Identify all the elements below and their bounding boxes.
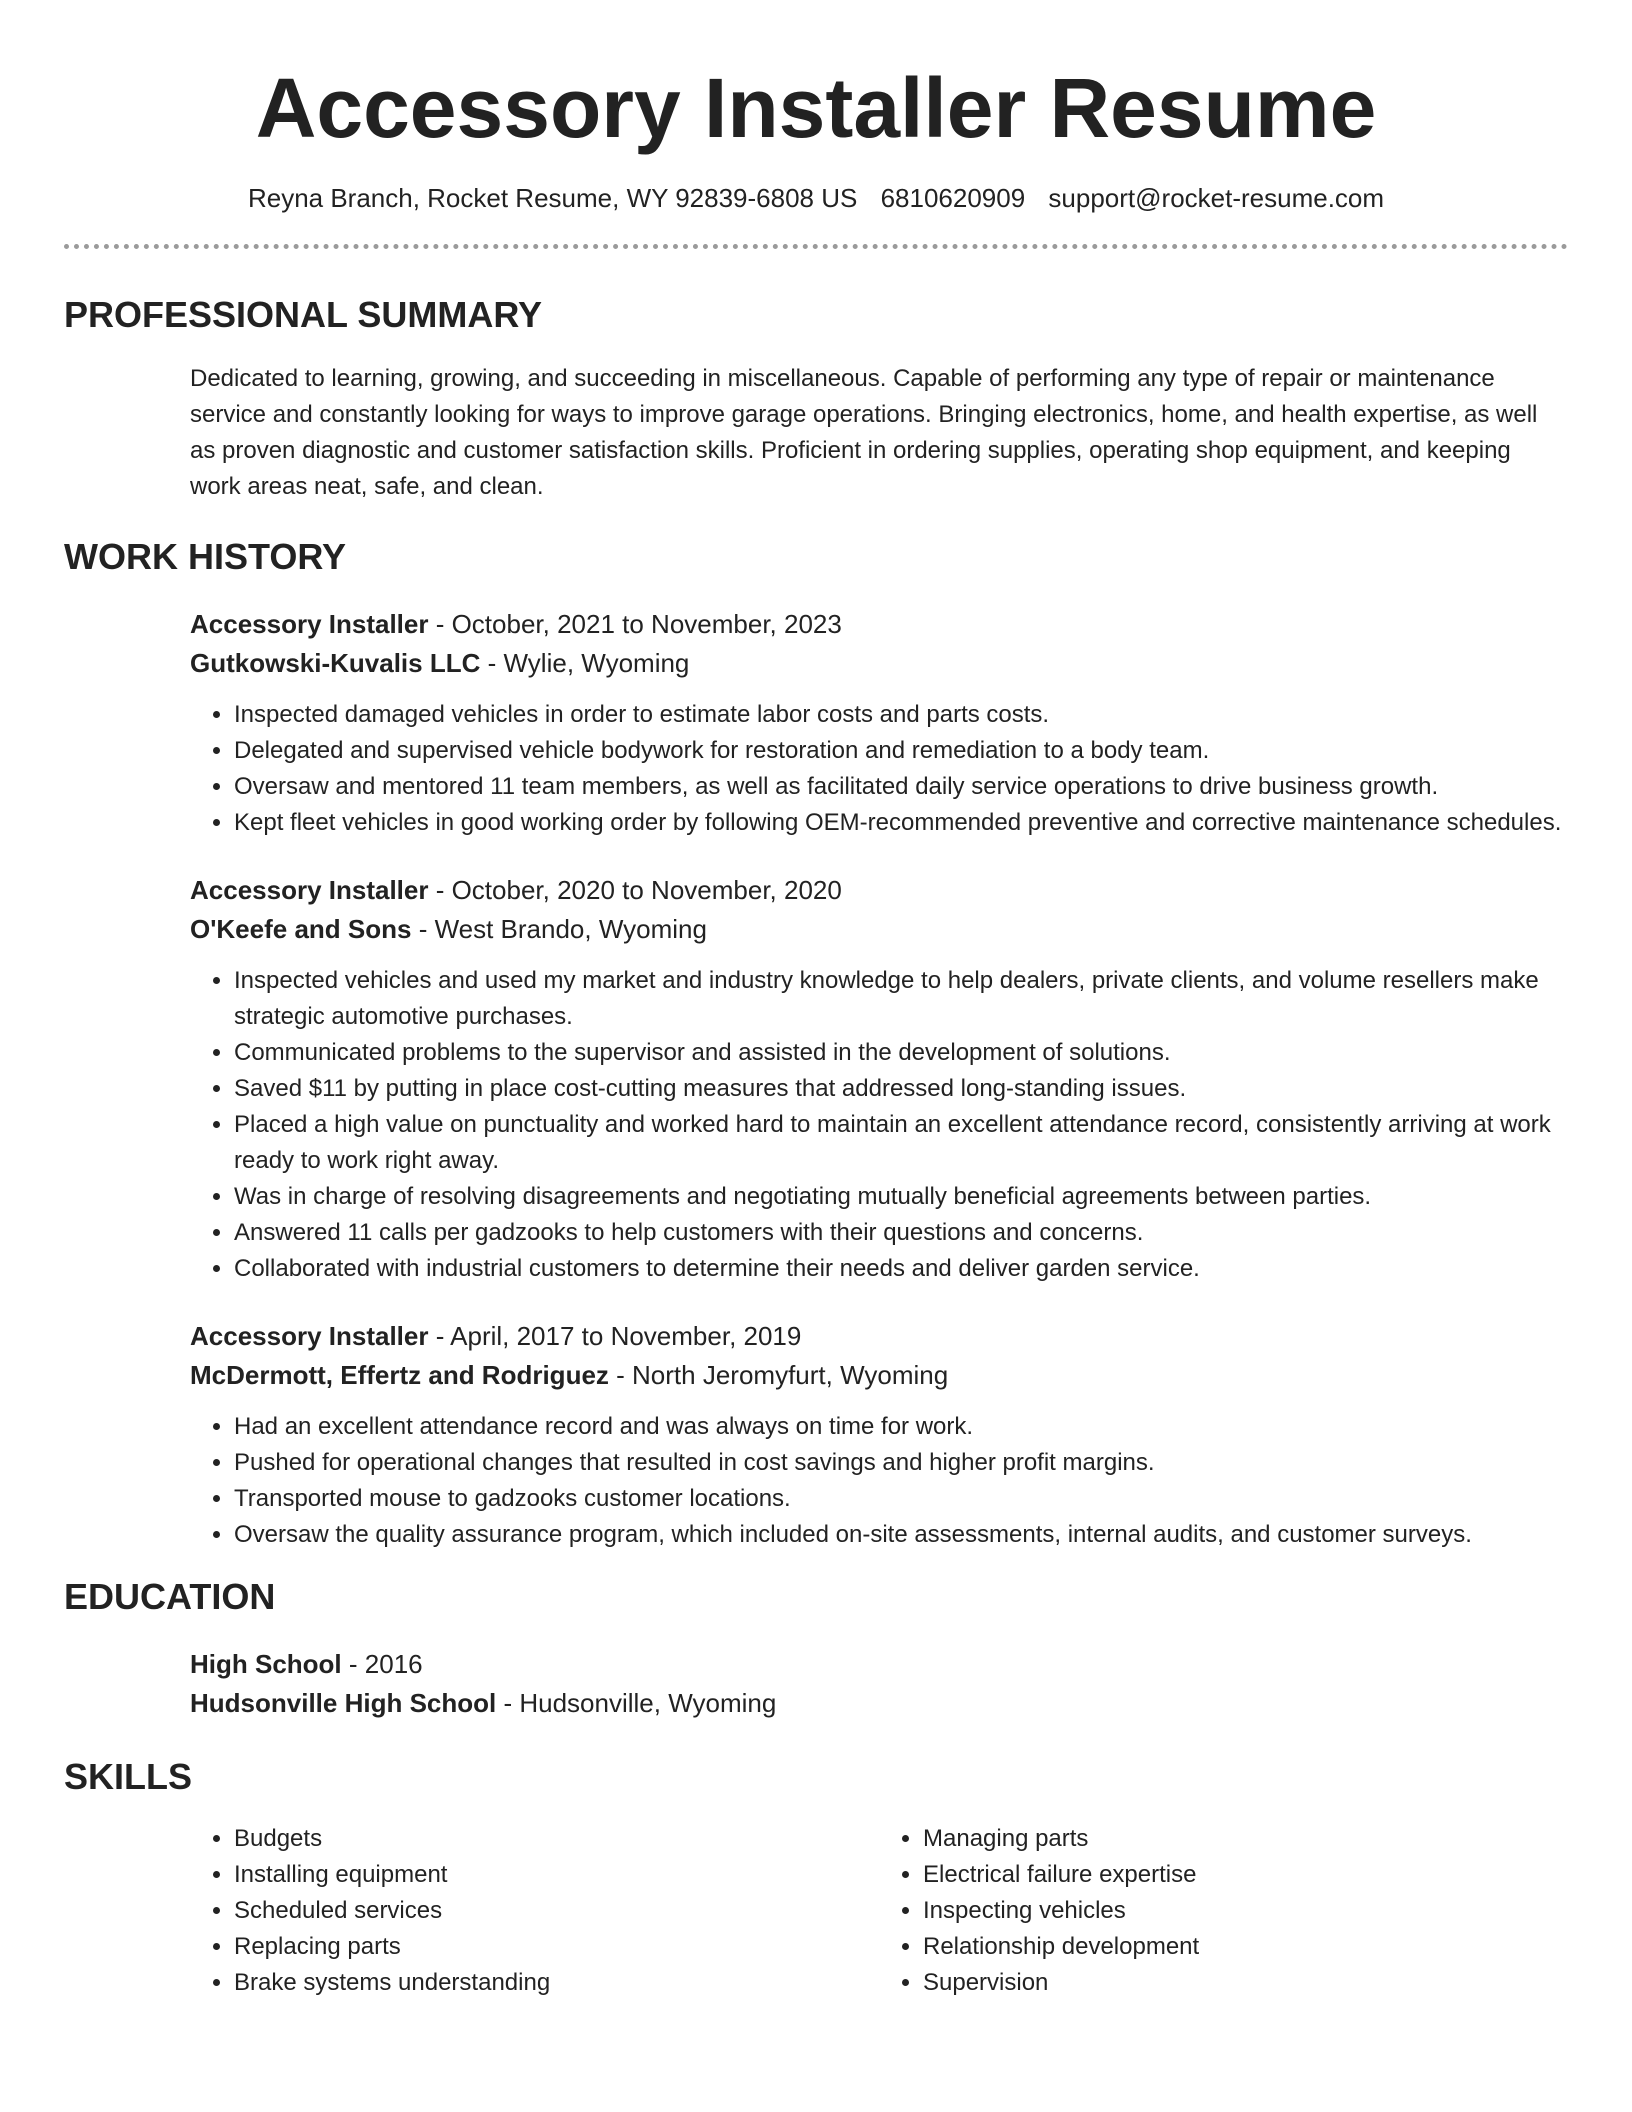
skills-columns	[190, 1821, 1568, 2001]
job-bullet: • Pushed for operational changes that resulted in cost savings and higher profit margins.	[234, 1445, 1568, 1481]
job-title-line	[190, 1317, 1568, 1356]
contact-phone: 6810620909	[880, 183, 1026, 213]
job-location: - North Jeromyfurt, Wyoming	[608, 1360, 949, 1390]
skill-item: • Replacing parts	[234, 1929, 879, 1965]
job-location: - West Brando, Wyoming	[411, 914, 707, 944]
job-bullet: • Transported mouse to gadzooks customer locations.	[234, 1481, 1568, 1517]
skills-heading: SKILLS	[64, 1756, 193, 1797]
job-company: McDermott, Effertz and Rodriguez	[190, 1360, 609, 1390]
skill-item: • Installing equipment	[234, 1857, 879, 1893]
skill-item: • Relationship development	[923, 1929, 1568, 1965]
skill-item: • Scheduled services	[234, 1893, 879, 1929]
education-degree: High School	[190, 1649, 342, 1679]
header-divider	[64, 244, 1568, 249]
job-bullet: • Was in charge of resolving disagreements and negotiating mutually beneficial agreements between parties.	[234, 1179, 1568, 1215]
education-year: - 2016	[341, 1649, 423, 1679]
job-bullet: • Oversaw the quality assurance program, which included on-site assessments, internal audits, and customer surveys.	[234, 1517, 1568, 1553]
resume-title: Accessory Installer Resume	[255, 61, 1377, 155]
education-school: Hudsonville High School	[190, 1688, 497, 1718]
job-company-line	[190, 1356, 1568, 1395]
skill-item: • Electrical failure expertise	[923, 1857, 1568, 1893]
job-bullet: • Collaborated with industrial customers to determine their needs and deliver garden service.	[234, 1251, 1568, 1287]
skills-list-right	[879, 1821, 1568, 2001]
job-bullets	[190, 963, 1568, 1287]
job-company-line	[190, 644, 1568, 683]
skills-list-left	[190, 1821, 879, 2001]
job-bullet: • Kept fleet vehicles in good working order by following OEM-recommended preventive and corrective maintenance schedules.	[234, 805, 1568, 841]
education-school-line	[190, 1684, 1568, 1723]
skill-item: • Supervision	[923, 1965, 1568, 2001]
job-dates: - April, 2017 to November, 2019	[428, 1321, 802, 1351]
summary-text: Dedicated to learning, growing, and succeeding in miscellaneous. Capable of performing any type of repair or maintenance service and constantly looking for ways to improve garage operations. Bringing electronics, home, and health expertise, as well as proven diagnostic and customer satisfaction skills. Proficient in ordering supplies, operating shop equipment, and keeping work areas neat, safe, and clean.	[190, 365, 1538, 500]
work-history-heading: WORK HISTORY	[64, 536, 347, 577]
job-entry	[190, 871, 1568, 1287]
skill-item: • Brake systems understanding	[234, 1965, 879, 2001]
job-bullet: • Inspected damaged vehicles in order to estimate labor costs and parts costs.	[234, 697, 1568, 733]
job-bullet: • Communicated problems to the supervisor and assisted in the development of solutions.	[234, 1035, 1568, 1071]
job-title: Accessory Installer	[190, 1321, 429, 1351]
job-title: Accessory Installer	[190, 609, 429, 639]
contact-email: support@rocket-resume.com	[1048, 183, 1385, 213]
job-company-line	[190, 910, 1568, 949]
job-dates: - October, 2021 to November, 2023	[428, 609, 842, 639]
job-location: - Wylie, Wyoming	[480, 648, 690, 678]
job-bullets	[190, 1409, 1568, 1553]
skill-item: • Budgets	[234, 1821, 879, 1857]
job-bullet: • Oversaw and mentored 11 team members, as well as facilitated daily service operations to drive business growth.	[234, 769, 1568, 805]
job-bullet: • Delegated and supervised vehicle bodywork for restoration and remediation to a body team.	[234, 733, 1568, 769]
job-company: Gutkowski-Kuvalis LLC	[190, 648, 481, 678]
education-entry	[190, 1645, 1568, 1723]
job-entry	[190, 605, 1568, 841]
skill-item: • Inspecting vehicles	[923, 1893, 1568, 1929]
job-bullet: • Placed a high value on punctuality and worked hard to maintain an excellent attendance record, consistently arriving at work ready to work right away.	[234, 1107, 1568, 1179]
education-heading: EDUCATION	[64, 1576, 276, 1617]
contact-address: Reyna Branch, Rocket Resume, WY 92839-6808 US	[247, 183, 858, 213]
job-entry	[190, 1317, 1568, 1553]
job-dates: - October, 2020 to November, 2020	[428, 875, 842, 905]
job-company: O'Keefe and Sons	[190, 914, 412, 944]
education-location: - Hudsonville, Wyoming	[496, 1688, 777, 1718]
job-bullet: • Saved $11 by putting in place cost-cutting measures that addressed long-standing issues.	[234, 1071, 1568, 1107]
job-title: Accessory Installer	[190, 875, 429, 905]
job-bullet: • Had an excellent attendance record and was always on time for work.	[234, 1409, 1568, 1445]
contact-line	[64, 180, 1568, 216]
job-bullets	[190, 697, 1568, 841]
education-degree-line	[190, 1645, 1568, 1684]
job-bullet: • Answered 11 calls per gadzooks to help customers with their questions and concerns.	[234, 1215, 1568, 1251]
job-title-line	[190, 871, 1568, 910]
job-bullet: • Inspected vehicles and used my market and industry knowledge to help dealers, private clients, and volume resellers make strategic automotive purchases.	[234, 963, 1568, 1035]
job-title-line	[190, 605, 1568, 644]
summary-heading: PROFESSIONAL SUMMARY	[64, 294, 543, 335]
skill-item: • Managing parts	[923, 1821, 1568, 1857]
